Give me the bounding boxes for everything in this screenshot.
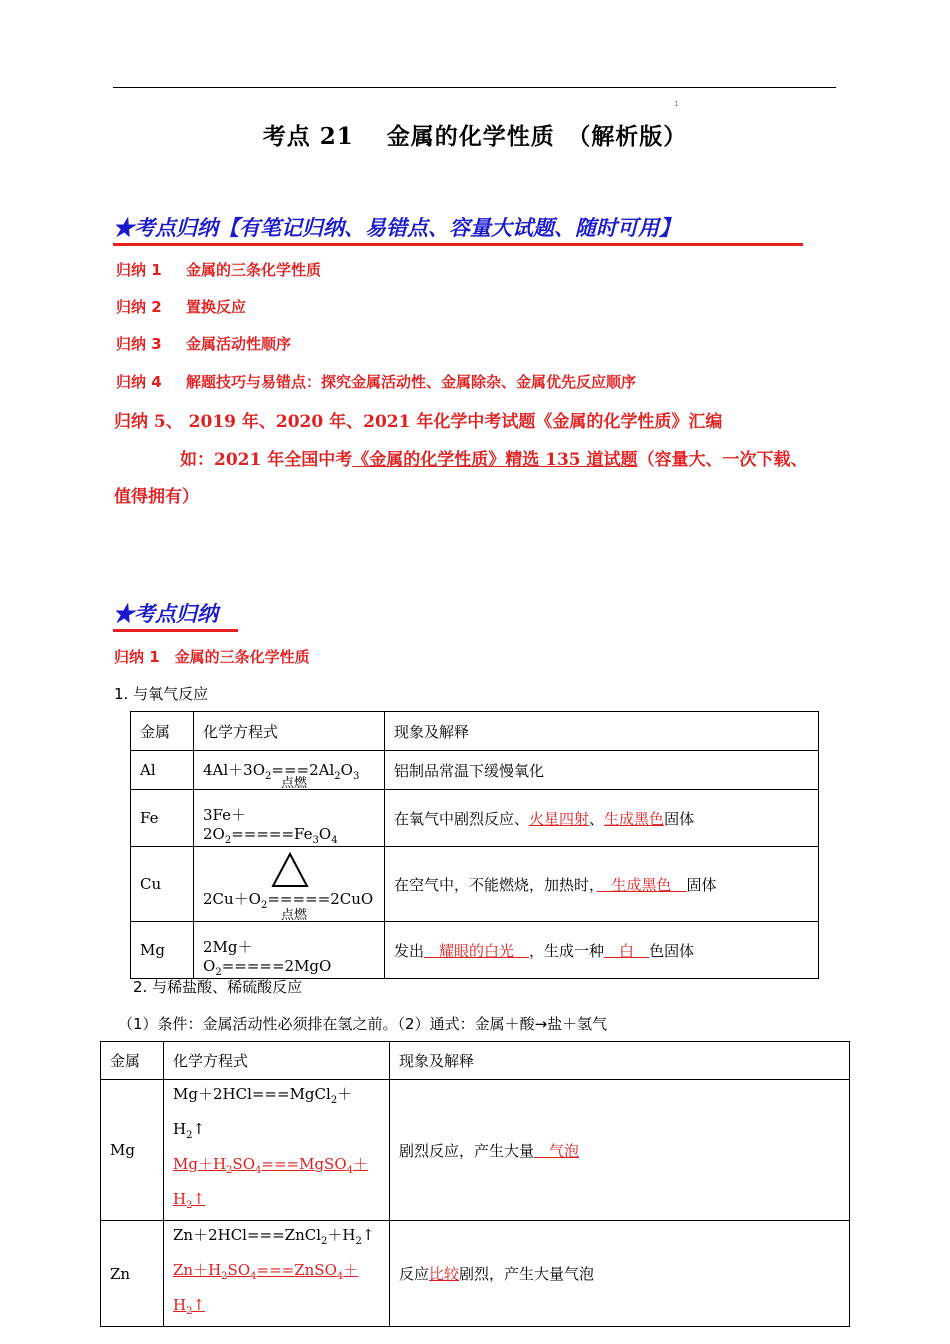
- subheading-oxygen: 1. 与氧气反应: [114, 685, 209, 703]
- col-header: 化学方程式: [164, 1042, 390, 1080]
- desc-cell: 铝制品常温下缓慢氧化: [385, 751, 819, 790]
- desc-cell: 发出 耀眼的白光 ，生成一种 白 色固体: [385, 922, 819, 979]
- col-header: 金属: [131, 712, 194, 751]
- acid-note: （1）条件：金属活动性必须排在氢之前。（2）通式：金属＋酸→盐＋氢气: [118, 1015, 608, 1033]
- metal-cell: Cu: [131, 847, 194, 922]
- acid-table: [100, 1041, 850, 1327]
- page-title: 考点 21 金属的化学性质 （解析版）: [262, 123, 688, 150]
- header-mark: 1: [674, 100, 679, 108]
- desc-cell: 在空气中，不能燃烧，加热时， 生成黑色 固体: [385, 847, 819, 922]
- banner-summary: [113, 212, 803, 246]
- condition-label: 点燃: [281, 908, 308, 923]
- toc-item-2: 归纳 2 置换反应: [116, 298, 247, 316]
- section-heading: 归纳 1 金属的三条化学性质: [114, 648, 310, 666]
- equation-cell: $2Cu+O_2=====2CuO$: [194, 847, 385, 922]
- subheading-acid: 2. 与稀盐酸、稀硫酸反应: [133, 978, 303, 996]
- table-row: [131, 751, 819, 790]
- table-header-row: [131, 712, 819, 751]
- table-row: [131, 847, 819, 922]
- equation-cell: 点燃 $3Fe+2O_2=====Fe_3O_4$: [194, 790, 385, 847]
- desc-cell: 剧烈反应，产生大量 气泡: [390, 1080, 850, 1221]
- oxygen-table: [130, 711, 819, 979]
- table-row: [131, 922, 819, 979]
- table-row: [131, 790, 819, 847]
- toc-download-link[interactable]: 《金属的化学性质》精选 135 道试题: [352, 450, 638, 470]
- banner-underline: [113, 243, 803, 246]
- banner-summary-text: ★考点归纳【有笔记归纳、易错点、容量大试题、随时可用】: [113, 215, 680, 240]
- metal-cell: Mg: [101, 1080, 164, 1221]
- table-header-row: [101, 1042, 850, 1080]
- toc-item-5: 归纳 5、 2019 年、2020 年、2021 年化学中考试题《金属的化学性质》汇编: [114, 412, 723, 432]
- equation-cell: $Zn+2HCl===ZnCl_2+H_2↑$ $Zn+H_2SO_4===ZnSO_4+H_2↑$: [164, 1221, 390, 1327]
- equation-cell: $Mg+2HCl===MgCl_2+H_2↑$ $Mg+H_2SO_4===MgSO_4+H_2↑$: [164, 1080, 390, 1221]
- toc-item-5-line2: 如：2021 年全国中考《金属的化学性质》精选 135 道试题（容量大、一次下载、: [180, 450, 808, 470]
- heat-triangle-icon: [271, 852, 309, 888]
- desc-cell: 在氧气中剧烈反应、火星四射、生成黑色固体: [385, 790, 819, 847]
- equation-cell: $4Al+3O_2===2Al_2O_3$: [194, 751, 385, 790]
- banner-section: ★考点归纳: [113, 598, 238, 632]
- metal-cell: Zn: [101, 1221, 164, 1327]
- metal-cell: Al: [131, 751, 194, 790]
- col-header: 化学方程式: [194, 712, 385, 751]
- desc-cell: 反应比较剧烈，产生大量气泡: [390, 1221, 850, 1327]
- toc-item-1: 归纳 1 金属的三条化学性质: [116, 261, 322, 279]
- col-header: 现象及解释: [385, 712, 819, 751]
- metal-cell: Fe: [131, 790, 194, 847]
- condition-label: 点燃: [281, 776, 308, 791]
- col-header: 现象及解释: [390, 1042, 850, 1080]
- col-header: 金属: [101, 1042, 164, 1080]
- metal-cell: Mg: [131, 922, 194, 979]
- toc-item-4: 归纳 4 解题技巧与易错点：探究金属活动性、金属除杂、金属优先反应顺序: [116, 373, 637, 391]
- banner-section-underline: [113, 629, 238, 632]
- header-rule: [113, 87, 836, 88]
- equation-cell: 点燃 $2Mg+O_2=====2MgO$: [194, 922, 385, 979]
- toc-item-3: 归纳 3 金属活动性顺序: [116, 335, 292, 353]
- table-row: [101, 1080, 850, 1221]
- table-row: [101, 1221, 850, 1327]
- toc-item-5-line3: 值得拥有）: [114, 487, 199, 507]
